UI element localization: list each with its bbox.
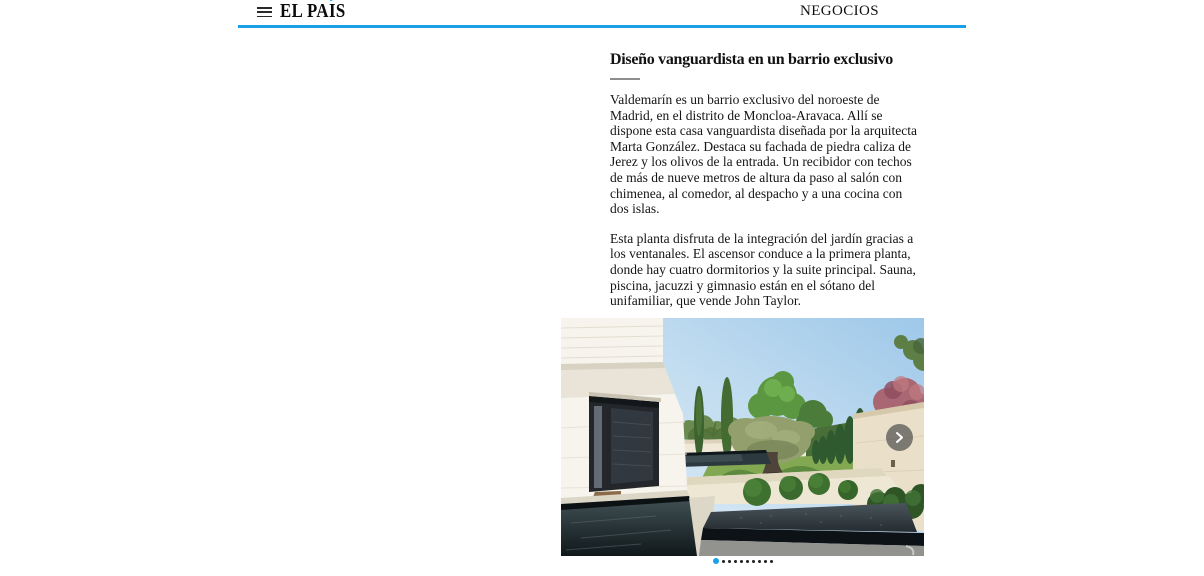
title-underline bbox=[610, 78, 640, 80]
carousel-next-button[interactable] bbox=[886, 424, 913, 451]
carousel-dot-8[interactable] bbox=[758, 560, 761, 563]
hamburger-menu-icon[interactable] bbox=[257, 7, 272, 17]
carousel-dot-5[interactable] bbox=[740, 560, 743, 563]
carousel-dot-1[interactable] bbox=[713, 558, 719, 564]
carousel-dot-4[interactable] bbox=[734, 560, 737, 563]
carousel-dot-10[interactable] bbox=[770, 560, 773, 563]
header-rule bbox=[238, 25, 966, 28]
logo-text-i: I bbox=[328, 0, 336, 22]
foreground-pool-left bbox=[561, 501, 701, 556]
chevron-right-icon bbox=[895, 431, 904, 444]
el-pais-logo[interactable] bbox=[280, 0, 346, 23]
logo-text-base: EL PA bbox=[280, 0, 329, 22]
article-title: Diseño vanguardista en un barrio exclusivo bbox=[610, 51, 893, 68]
site-header bbox=[238, 0, 966, 28]
villa-photo-illustration bbox=[561, 318, 924, 556]
logo-text-s: S bbox=[335, 0, 346, 22]
carousel-dot-7[interactable] bbox=[752, 560, 755, 563]
article-body bbox=[610, 50, 924, 309]
carousel-dot-2[interactable] bbox=[722, 560, 725, 563]
carousel-dot-9[interactable] bbox=[764, 560, 767, 563]
carousel-image[interactable] bbox=[561, 318, 924, 556]
carousel-dot-3[interactable] bbox=[728, 560, 731, 563]
article-paragraph-2: Esta planta disfruta de la integración del jardín gracias a los ventanales. El ascensor conduce a la primera planta, donde hay cuatro dormitorios y la suite principal. Sauna, piscina, jacuzzi y gimnasio están en el sótano del unifamiliar, que vende John Taylor. bbox=[610, 230, 916, 309]
carousel-dots bbox=[561, 557, 924, 565]
article-paragraph-1: Valdemarín es un barrio exclusivo del noroeste de Madrid, en el distrito de Moncloa-Aravaca. Allí se dispone esta casa vanguardista diseñada por la arquitecta Marta González. Destaca su fachada de piedra caliza de Jerez y los olivos de la entrada. Un recibidor con techos de más de nueve metros de altura da paso al salón con chimenea, al comedor, al despacho y a una cocina con dos islas. bbox=[610, 92, 917, 217]
carousel-dot-6[interactable] bbox=[746, 560, 749, 563]
section-label-negocios[interactable]: NEGOCIOS bbox=[800, 3, 880, 19]
